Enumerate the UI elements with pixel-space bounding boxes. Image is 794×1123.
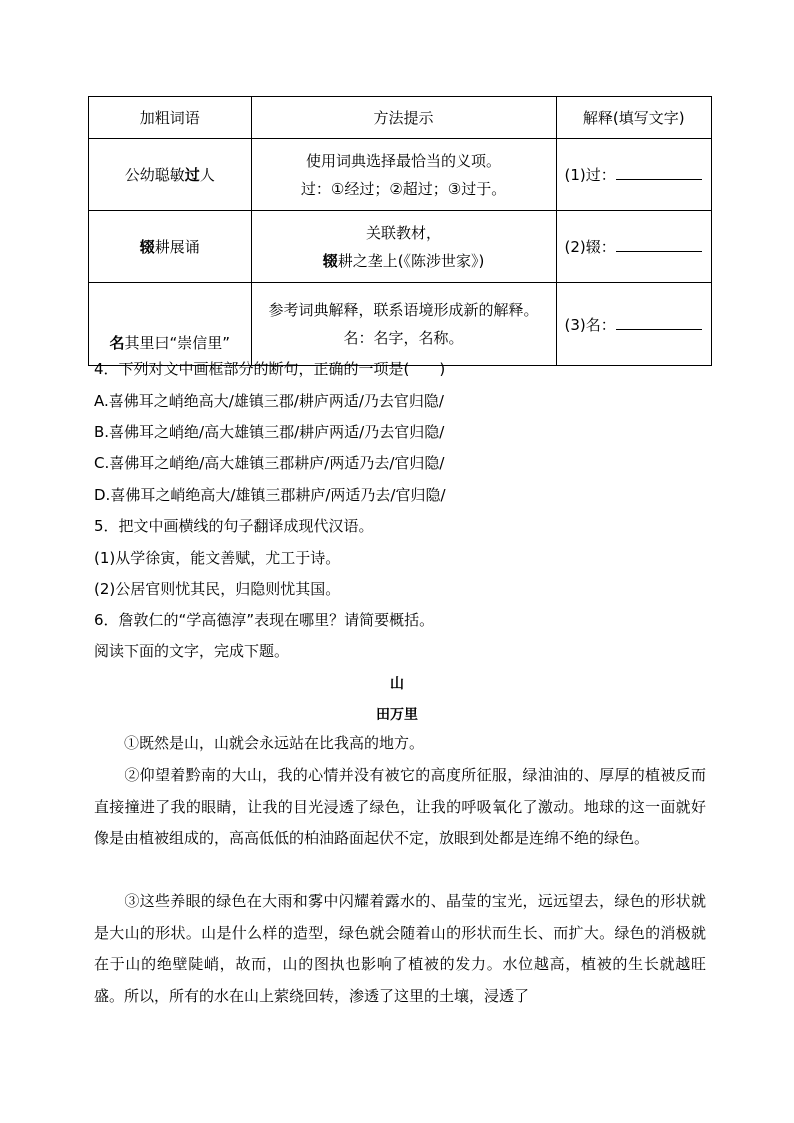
answer-label: (1)过： <box>564 166 616 184</box>
word-text: 人 <box>199 166 215 184</box>
header-bold-words: 加粗词语 <box>89 97 252 139</box>
vocabulary-table <box>88 96 712 366</box>
word-text: 耕展诵 <box>154 238 200 256</box>
answer-cell <box>556 283 712 366</box>
article-paragraph-1 <box>94 728 706 760</box>
answer-blank[interactable] <box>616 237 702 252</box>
bold-word-cell <box>89 139 252 211</box>
hint-line: 参考词典解释，联系语境形成新的解释。 <box>268 301 539 319</box>
hint-line: 关联教材， <box>366 223 442 242</box>
hint-cell <box>251 139 556 211</box>
bold-word: 名 <box>109 334 125 352</box>
table-row <box>89 211 712 283</box>
option-d[interactable]: D.喜佛耳之峭绝高大/雄镇三郡耕庐/两适乃去/官归隐/ <box>94 486 446 504</box>
hint-line: 使用词典选择最恰当的义项。 <box>306 151 502 170</box>
article-paragraph-2 <box>94 760 706 855</box>
word-text: 其里曰“崇信里” <box>124 334 231 352</box>
bold-word: 辍 <box>139 238 155 256</box>
paragraph-text: ③这些养眼的绿色在大雨和雾中闪耀着露水的、晶莹的宝光，远远望去，绿色的形状就是大山的形状。山是什么样的造型，绿色就会随着山的形状而生长、而扩大。绿色的消极就在于山的绝壁陡峭，故而，山的图执也影响了植被的发力。水位越高，植被的生长就越旺盛。所以，所有的水在山上萦绕回转，渗透了这里的土壤，浸透了 <box>94 892 706 1005</box>
article-title: 山 <box>390 676 404 692</box>
hint-cell <box>251 283 556 366</box>
answer-label: (2)辍： <box>564 238 616 256</box>
hint-text: 耕之垄上(《陈涉世家》) <box>337 251 485 270</box>
article-author: 田万里 <box>376 707 418 723</box>
paragraph-text: ①既然是山，山就会永远站在比我高的地方。 <box>124 734 425 752</box>
hint-cell <box>251 211 556 283</box>
header-method-hint: 方法提示 <box>251 97 556 139</box>
table-row <box>89 139 712 211</box>
question-5-part-2: (2)公居官则忧其民，归隐则忧其国。 <box>94 580 341 598</box>
option-c[interactable]: C.喜佛耳之峭绝/高大雄镇三郡耕庐/两适乃去/官归隐/ <box>94 454 445 472</box>
answer-blank[interactable] <box>616 165 702 180</box>
bold-word-cell <box>89 283 252 366</box>
hint-line: 过：①经过；②超过；③过于。 <box>300 179 507 198</box>
table-row <box>89 283 712 366</box>
article-paragraph-3 <box>94 886 706 1012</box>
word-text: 公幼聪敏 <box>124 166 185 184</box>
answer-blank[interactable] <box>616 315 702 330</box>
reading-instruction: 阅读下面的文字，完成下题。 <box>94 642 290 660</box>
question-5: 5．把文中画横线的句子翻译成现代汉语。 <box>94 517 374 535</box>
answer-label: (3)名： <box>564 315 616 334</box>
answer-cell <box>556 139 712 211</box>
option-a[interactable]: A.喜佛耳之峭绝高大/雄镇三郡/耕庐两适/乃去官归隐/ <box>94 392 444 410</box>
header-explanation: 解释(填写文字) <box>556 97 712 139</box>
bold-word-cell <box>89 211 252 283</box>
paragraph-text: ②仰望着黔南的大山，我的心情并没有被它的高度所征服，绿油油的、厚厚的植被反而直接撞进了我的眼睛，让我的目光浸透了绿色，让我的呼吸氧化了激动。地球的这一面就好像是由植被组成的，高高低低的柏油路面起伏不定，放眼到处都是连绵不绝的绿色。 <box>94 766 706 847</box>
option-b[interactable]: B.喜佛耳之峭绝/高大雄镇三郡/耕庐两适/乃去官归隐/ <box>94 423 445 441</box>
table-header-row <box>89 97 712 139</box>
question-4: 4．下列对文中画框部分的断句，正确的一项是( ) <box>94 360 446 378</box>
bold-word: 辍 <box>322 251 338 270</box>
question-5-part-1: (1)从学徐寅，能文善赋，尤工于诗。 <box>94 549 341 567</box>
bold-word: 过 <box>184 166 200 184</box>
answer-cell <box>556 211 712 283</box>
hint-line: 名：名字，名称。 <box>343 329 464 347</box>
hint-line <box>258 247 550 275</box>
question-6: 6．詹敦仁的“学高德淳”表现在哪里？请简要概括。 <box>94 611 435 629</box>
